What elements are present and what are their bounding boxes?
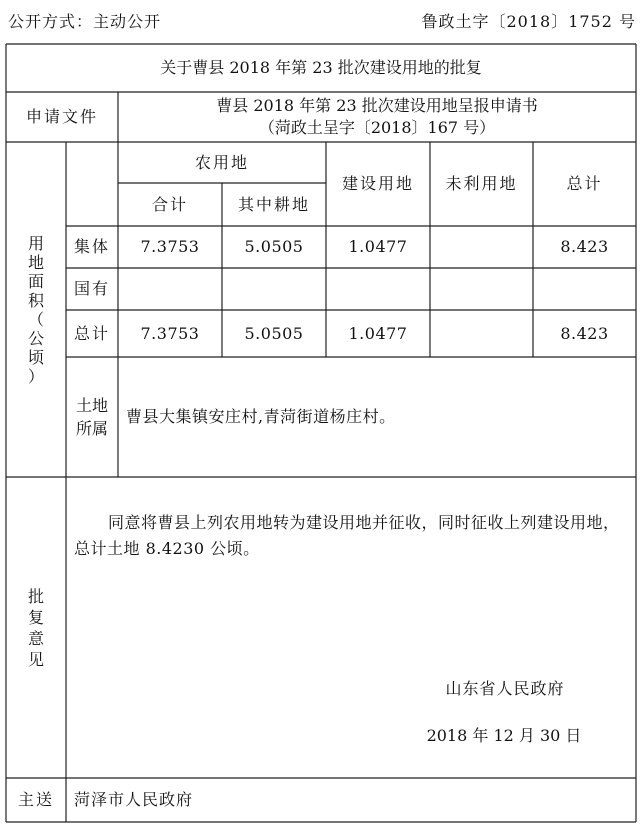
table-cell [118,268,222,310]
ownership-label-line: 土地 [75,396,108,415]
recipient-value: 菏泽市人民政府 [74,790,194,809]
land-area-label [6,142,66,477]
table-cell: 7.3753 [140,323,200,343]
approval-label-char: 意 [27,628,44,648]
table-cell: 8.423 [560,237,609,256]
header-total: 总计 [566,174,603,193]
land-area-label-char: ） [27,366,44,386]
table-cell [326,268,430,310]
approval-text: 同意将曹县上列农用地转为建设用地并征收，同时征收上列建设用地，总计土地 8.4230 公顷。 [74,513,620,558]
approval-label-char: 复 [27,607,44,627]
approval-date: 2018 年 12 月 30 日 [426,726,582,745]
row-label-state: 国有 [73,279,110,298]
approval-label-char: 批 [27,586,44,606]
document-number: 鲁政土字〔2018〕1752 号 [421,12,636,31]
table-cell: 1.0477 [348,323,408,343]
header-construction: 建设用地 [341,174,414,193]
row-label-collective: 集体 [73,237,110,256]
table-cell [430,310,533,357]
application-label: 申请文件 [25,107,98,126]
land-area-label-char: 用 [27,233,44,253]
issuer: 山东省人民政府 [445,679,565,698]
table-cell: 1.0477 [348,237,408,256]
land-area-label-char: 积 [27,290,44,310]
header-unused: 未利用地 [445,174,518,193]
land-area-label-char: （ [27,309,44,329]
ownership-label-line: 所属 [75,419,108,438]
header-subtotal: 合计 [151,194,188,214]
land-area-label-char: 面 [27,271,44,291]
table-cell: 5.0505 [244,237,304,256]
row-label-total: 总计 [73,323,110,343]
table-cell: 5.0505 [244,323,304,343]
land-area-label-char: 顷 [27,347,44,367]
approval-label-char: 见 [27,649,44,669]
header-arable: 其中耕地 [237,194,310,214]
application-line-2: （菏政土呈字〔2018〕167 号） [258,118,496,137]
header-agricultural: 农用地 [194,152,249,172]
disclosure-mode: 公开方式：主动公开 [8,12,162,31]
table-cell [430,268,533,310]
ownership-label [66,357,118,477]
table-cell [430,226,533,268]
land-ownership: 曹县大集镇安庄村,青菏街道杨庄村。 [126,407,396,426]
land-area-label-char: 公 [27,328,44,348]
application-document [118,92,636,142]
page-title: 关于曹县 2018 年第 23 批次建设用地的批复 [160,58,482,77]
application-line-1: 曹县 2018 年第 23 批次建设用地呈报申请书 [216,96,538,115]
approval-label [6,477,66,778]
table-cell [533,268,636,310]
recipient-label: 主送 [17,790,54,809]
land-area-label-char: 地 [27,252,44,272]
table-cell: 8.423 [560,323,609,343]
table-cell: 7.3753 [140,237,200,256]
table-cell [222,268,326,310]
